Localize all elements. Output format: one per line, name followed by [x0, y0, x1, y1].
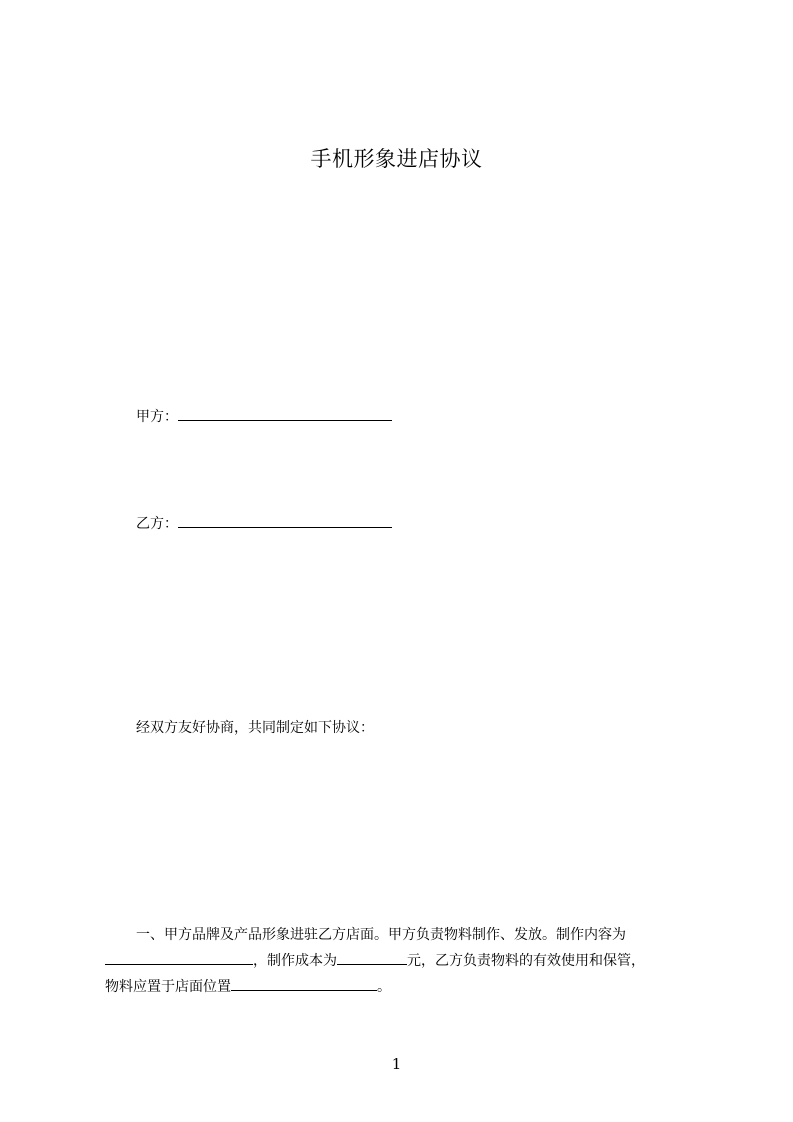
clause-1-text-1: 一、甲方品牌及产品形象进驻乙方店面。甲方负责物料制作、发放。制作内容为 — [136, 927, 626, 943]
clause-1 — [105, 922, 705, 1000]
party-a-label: 甲方： — [136, 409, 178, 425]
intro-paragraph: 经双方友好协商，共同制定如下协议： — [136, 720, 374, 736]
clause-1-text-4: 物料应置于店面位置 — [105, 979, 231, 995]
clause-1-line-1 — [105, 922, 705, 948]
clause-1-text-3: 元，乙方负责物料的有效使用和保管， — [407, 953, 645, 969]
party-b-label: 乙方： — [136, 516, 178, 532]
cost-blank — [337, 950, 407, 965]
party-b-line — [136, 513, 392, 534]
party-a-line — [136, 406, 392, 427]
document-title: 手机形象进店协议 — [310, 147, 483, 171]
clause-1-text-2: ，制作成本为 — [253, 953, 337, 969]
content-blank — [105, 950, 253, 965]
clause-1-line-3 — [105, 974, 705, 1000]
clause-1-line-2 — [105, 948, 705, 974]
clause-1-text-5: 。 — [377, 979, 391, 995]
party-b-blank — [178, 513, 392, 528]
page-number: 1 — [391, 1055, 402, 1073]
position-blank — [231, 976, 377, 991]
party-a-blank — [178, 406, 392, 421]
